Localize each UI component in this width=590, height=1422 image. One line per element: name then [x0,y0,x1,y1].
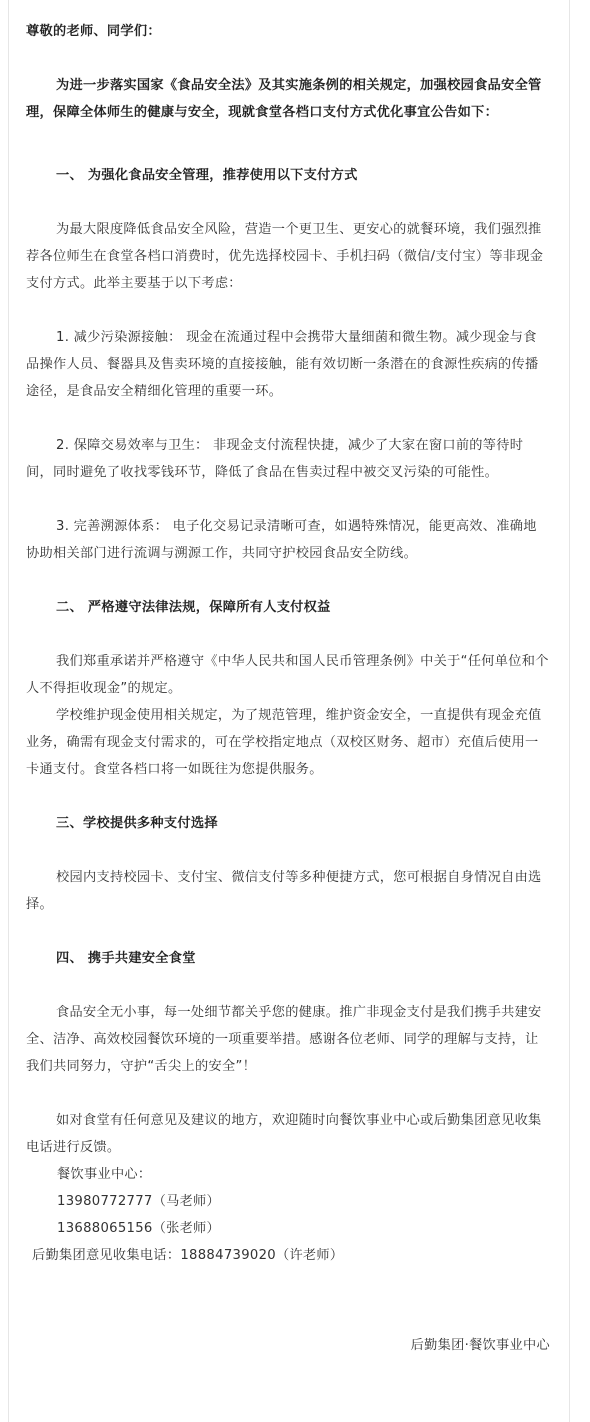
section1-paragraph: 为最大限度降低食品安全风险，营造一个更卫生、更安心的就餐环境，我们强烈推荐各位师生在食堂各档口消费时，优先选择校园卡、手机扫码（微信/支付宝）等非现金支付方式。此举主要基于以下考虑： [26,222,544,291]
right-border [569,0,570,1422]
left-border [8,0,9,1422]
section2-heading: 二、 严格遵守法律法规，保障所有人支付权益 [56,600,331,615]
section2-paragraph-1: 我们郑重承诺并严格遵守《中华人民共和国人民币管理条例》中关于“任何单位和个人不得拒收现金”的规定。 [26,654,549,696]
section2-paragraph-2: 学校维护现金使用相关规定，为了规范管理，维护资金安全，一直提供有现金充值业务，确需有现金支付需求的，可在学校指定地点（双校区财务、超市）充值后使用一卡通支付。食堂各档口将一如既往为您提供服务。 [26,708,542,777]
signature: 后勤集团·餐饮事业中心 [410,1338,550,1353]
center-label: 餐饮事业中心： [57,1167,152,1182]
section1-item-3: 3. 完善溯源体系： 电子化交易记录清晰可查，如遇特殊情况，能更高效、准确地协助相关部门进行流调与溯源工作，共同守护校园食品安全防线。 [26,519,537,561]
phone-2: 13688065156（张老师） [57,1221,221,1236]
phone-1: 13980772777（马老师） [57,1194,221,1209]
greeting: 尊敬的老师、同学们： [26,24,161,39]
hotline: 后勤集团意见收集电话：18884739020（许老师） [32,1248,344,1263]
notice-body [26,18,550,1359]
section4-paragraph: 食品安全无小事，每一处细节都关乎您的健康。推广非现金支付是我们携手共建安全、洁净、高效校园餐饮环境的一项重要举措。感谢各位老师、同学的理解与支持，让我们共同努力，守护“舌尖上的安全”！ [26,1005,542,1074]
intro-paragraph: 为进一步落实国家《食品安全法》及其实施条例的相关规定，加强校园食品安全管理，保障全体师生的健康与安全，现就食堂各档口支付方式优化事宜公告如下： [26,78,542,120]
section1-heading: 一、 为强化食品安全管理，推荐使用以下支付方式 [56,168,358,183]
section3-paragraph: 校园内支持校园卡、支付宝、微信支付等多种便捷方式，您可根据自身情况自由选择。 [26,870,542,912]
section1-item-1: 1. 减少污染源接触： 现金在流通过程中会携带大量细菌和微生物。减少现金与食品操作人员、餐器具及售卖环境的直接接触，能有效切断一条潜在的食源性疾病的传播途径，是食品安全精细化管理的重要一环。 [26,330,539,399]
section4-heading: 四、 携手共建安全食堂 [56,951,196,966]
section1-item-2: 2. 保障交易效率与卫生： 非现金支付流程快捷，减少了大家在窗口前的等待时间，同时避免了收找零钱环节，降低了食品在售卖过程中被交叉污染的可能性。 [26,438,524,480]
contact-paragraph: 如对食堂有任何意见及建议的地方，欢迎随时向餐饮事业中心或后勤集团意见收集电话进行反馈。 [26,1113,542,1155]
section3-heading: 三、学校提供多种支付选择 [56,816,218,831]
